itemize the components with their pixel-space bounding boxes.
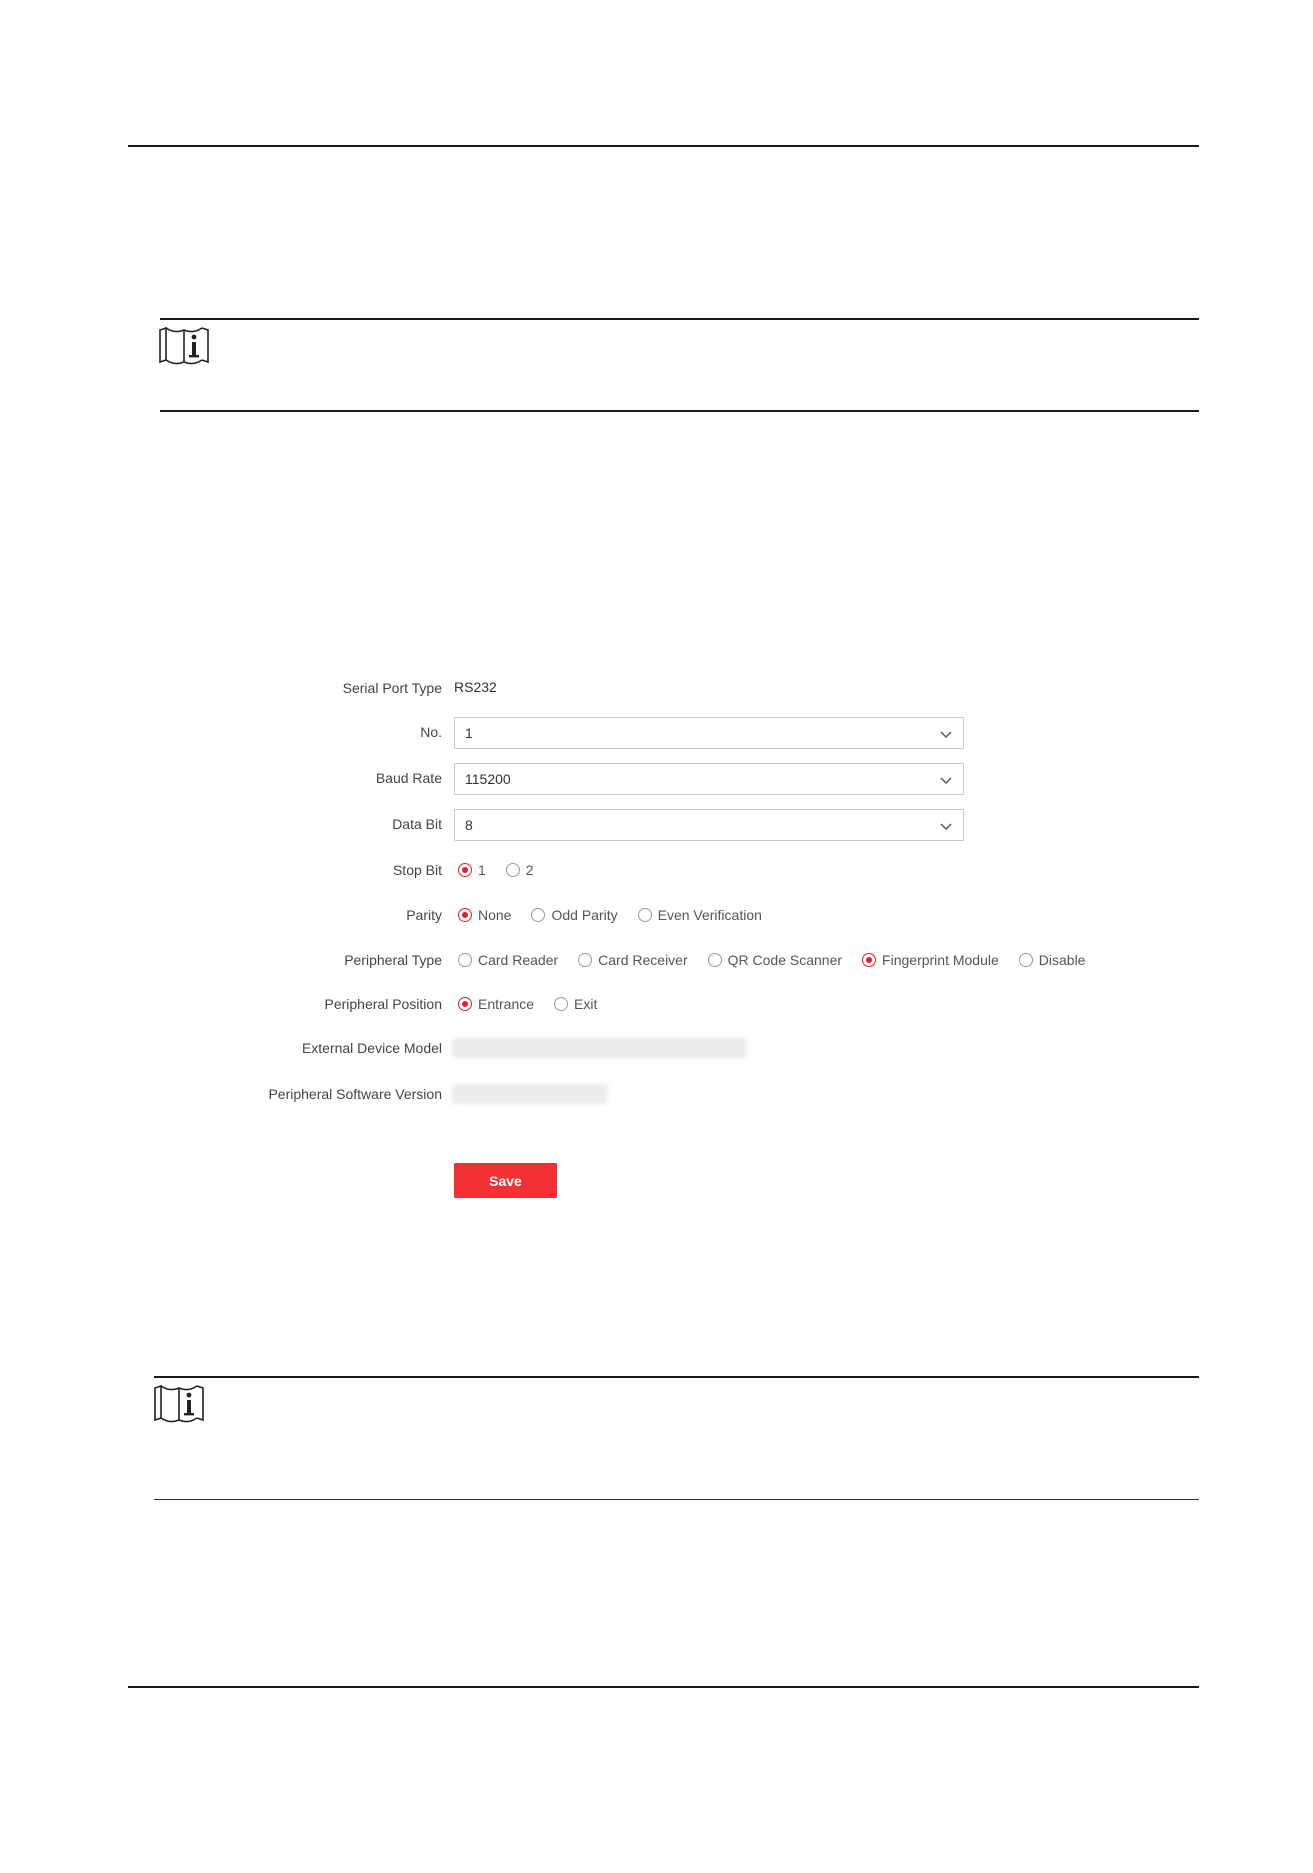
radio-indicator (1019, 953, 1033, 967)
radio-label: Card Receiver (598, 952, 688, 968)
peripheral-type-label: Peripheral Type (344, 952, 442, 968)
peripheral-type-radio-card-reader[interactable] (458, 952, 558, 968)
data-bit-select-value: 8 (465, 817, 473, 833)
baud-rate-select-value: 115200 (465, 771, 511, 787)
baud-rate-select[interactable] (454, 763, 964, 795)
external-device-model-label: External Device Model (301, 1040, 442, 1056)
radio-label: Even Verification (657, 907, 762, 923)
radio-indicator (638, 908, 652, 922)
peripheral-position-radio-entrance[interactable] (458, 996, 534, 1012)
serial-port-type-label: Serial Port Type (342, 680, 442, 696)
radio-indicator (554, 997, 568, 1011)
peripheral-type-radio-fingerprint-module[interactable] (862, 952, 999, 968)
chevron-down-icon (939, 727, 953, 741)
chevron-down-icon (939, 819, 953, 833)
note-top-rule-2 (154, 1376, 1199, 1378)
radio-label: Disable (1038, 952, 1086, 968)
parity-radio-none[interactable] (458, 907, 511, 923)
radio-label: Odd Parity (551, 907, 618, 923)
parity-radio-even[interactable] (638, 907, 762, 923)
external-device-model-redacted-value (452, 1038, 746, 1058)
peripheral-type-radio-qr-code-scanner[interactable] (708, 952, 842, 968)
radio-label: Fingerprint Module (882, 952, 999, 968)
data-bit-select[interactable] (454, 809, 964, 841)
no-select[interactable] (454, 717, 964, 749)
note-bottom-rule-2 (154, 1499, 1199, 1500)
radio-selected-indicator (458, 908, 472, 922)
data-bit-label: Data Bit (392, 816, 442, 832)
radio-selected-indicator (458, 997, 472, 1011)
parity-radio-odd[interactable] (531, 907, 617, 923)
radio-indicator (531, 908, 545, 922)
serial-port-type-value: RS232 (454, 679, 497, 695)
radio-selected-indicator (458, 863, 472, 877)
radio-indicator (458, 953, 472, 967)
baud-rate-label: Baud Rate (375, 770, 442, 786)
note-book-info-icon (153, 1384, 205, 1424)
radio-indicator (708, 953, 722, 967)
footer-rule (128, 1686, 1199, 1688)
no-label: No. (420, 724, 442, 740)
stop-bit-radio-2[interactable] (506, 862, 534, 878)
radio-selected-indicator (862, 953, 876, 967)
stop-bit-radio-1[interactable] (458, 862, 486, 878)
peripheral-software-version-label: Peripheral Software Version (268, 1086, 442, 1102)
radio-indicator (506, 863, 520, 877)
chevron-down-icon (939, 773, 953, 787)
radio-label: None (478, 907, 512, 923)
parity-radio-group (458, 905, 782, 925)
radio-label: Exit (574, 996, 598, 1012)
peripheral-type-radio-card-receiver[interactable] (578, 952, 687, 968)
stop-bit-radio-group (458, 860, 554, 880)
peripheral-position-radio-exit[interactable] (554, 996, 597, 1012)
peripheral-type-radio-disable[interactable] (1019, 952, 1086, 968)
stop-bit-label: Stop Bit (392, 862, 442, 878)
peripheral-position-radio-group (458, 994, 617, 1014)
save-button[interactable]: Save (454, 1163, 557, 1198)
peripheral-software-version-redacted-value (452, 1084, 608, 1104)
radio-label: 1 (478, 862, 486, 878)
radio-label: QR Code Scanner (727, 952, 843, 968)
radio-label: Card Reader (478, 952, 559, 968)
peripheral-position-label: Peripheral Position (324, 996, 442, 1012)
parity-label: Parity (406, 907, 442, 923)
radio-label: 2 (525, 862, 534, 878)
peripheral-type-radio-group (458, 950, 1105, 970)
radio-indicator (578, 953, 592, 967)
no-select-value: 1 (465, 725, 473, 741)
radio-label: Entrance (478, 996, 535, 1012)
